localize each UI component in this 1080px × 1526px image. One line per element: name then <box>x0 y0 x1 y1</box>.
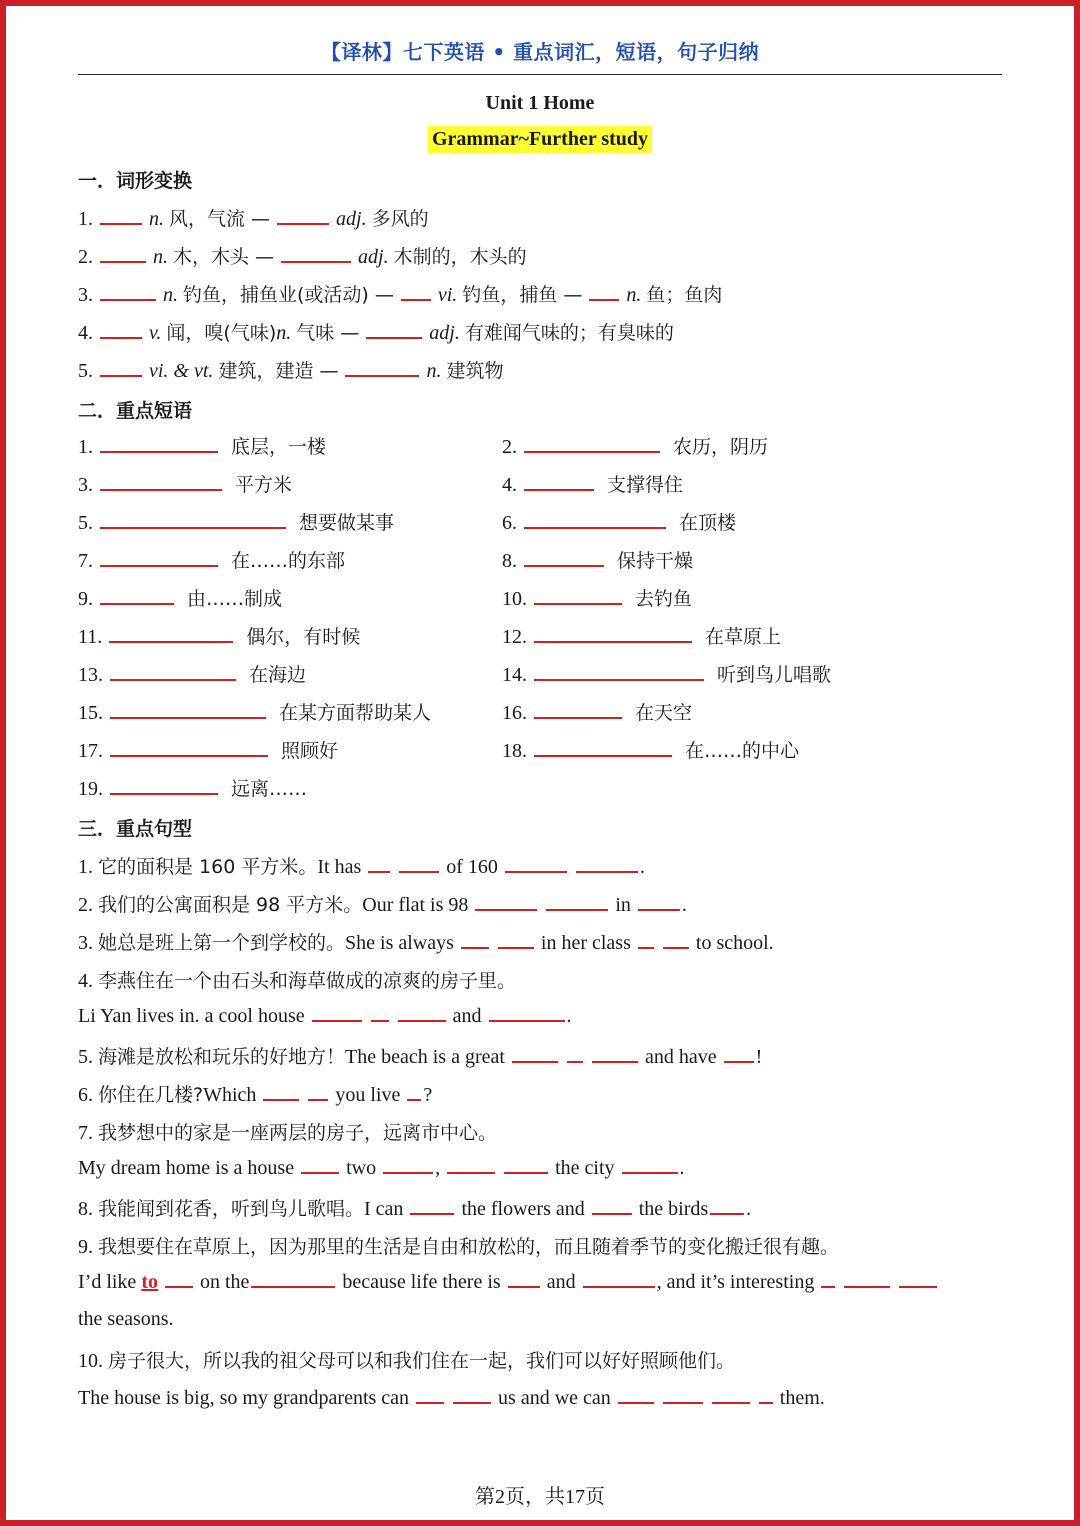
filled-answer: to <box>141 1271 158 1293</box>
answer-blank[interactable] <box>524 435 660 453</box>
answer-blank[interactable] <box>534 663 704 681</box>
word-form-item: 5. vi. & vt. 建筑，建造 — n. 建筑物 <box>78 360 504 382</box>
answer-blank[interactable] <box>345 359 419 377</box>
answer-blank[interactable] <box>710 1197 744 1215</box>
sentence-item: 3. 她总是班上第一个到学校的。She is always in her class to school. <box>78 932 774 954</box>
answer-blank[interactable] <box>759 1386 773 1404</box>
answer-blank[interactable] <box>576 855 638 873</box>
phrase-item: 8. 保持干燥 <box>502 550 694 572</box>
sentence-item: 4. 李燕住在一个由石头和海草做成的凉爽的房子里。 <box>78 970 517 992</box>
answer-blank[interactable] <box>821 1270 835 1288</box>
phrase-item: 2. 农历，阴历 <box>502 436 769 458</box>
phrase-item: 10. 去钓鱼 <box>502 588 693 610</box>
answer-blank[interactable] <box>401 283 431 301</box>
answer-blank[interactable] <box>534 587 622 605</box>
answer-blank[interactable] <box>505 855 567 873</box>
answer-blank[interactable] <box>110 777 218 795</box>
answer-blank[interactable] <box>524 473 594 491</box>
section-heading-key-sentences: 三．重点句型 <box>78 818 193 840</box>
answer-blank[interactable] <box>368 855 390 873</box>
answer-blank[interactable] <box>251 1270 335 1288</box>
answer-blank[interactable] <box>308 1083 328 1101</box>
answer-blank[interactable] <box>504 1156 548 1174</box>
answer-blank[interactable] <box>534 625 692 643</box>
phrase-item: 7. 在……的东部 <box>78 550 346 572</box>
phrase-item: 6. 在顶楼 <box>502 512 737 534</box>
unit-title: Unit 1 Home <box>485 92 595 114</box>
answer-blank[interactable] <box>524 549 604 567</box>
answer-blank[interactable] <box>398 1004 446 1022</box>
section-heading-word-forms: 一．词形变换 <box>78 170 193 192</box>
answer-blank[interactable] <box>301 1156 339 1174</box>
phrase-item: 18. 在……的中心 <box>502 740 800 762</box>
phrase-item: 15. 在某方面帮助某人 <box>78 702 432 724</box>
answer-blank[interactable] <box>100 321 142 339</box>
answer-blank[interactable] <box>534 701 622 719</box>
sentence-item: 10. 房子很大，所以我的祖父母可以和我们住在一起，我们可以好好照顾他们。 <box>78 1350 736 1372</box>
answer-blank[interactable] <box>638 931 654 949</box>
answer-blank[interactable] <box>407 1083 421 1101</box>
phrase-item: 13. 在海边 <box>78 664 307 686</box>
answer-blank[interactable] <box>100 359 142 377</box>
answer-blank[interactable] <box>100 207 142 225</box>
sentence-translation-cont: the seasons. <box>78 1308 174 1330</box>
sentence-translation: My dream home is a house two , the city . <box>78 1157 685 1179</box>
answer-blank[interactable] <box>277 207 329 225</box>
sentence-translation: I’d like to on the because life there is and , and it’s interesting <box>78 1270 939 1294</box>
phrase-item: 19. 远离…… <box>78 778 308 800</box>
answer-blank[interactable] <box>109 625 233 643</box>
answer-blank[interactable] <box>312 1004 362 1022</box>
answer-blank[interactable] <box>410 1197 454 1215</box>
lesson-subtitle: Grammar~Further study <box>428 126 652 153</box>
answer-blank[interactable] <box>618 1386 654 1404</box>
answer-blank[interactable] <box>416 1386 444 1404</box>
phrase-item: 12. 在草原上 <box>502 626 782 648</box>
phrase-item: 5. 想要做某事 <box>78 512 395 534</box>
word-form-item: 4. v. 闻，嗅(气味)n. 气味 — adj. 有难闻气味的；有臭味的 <box>78 322 674 344</box>
word-form-item: 1. n. 风，气流 — adj. 多风的 <box>78 208 429 230</box>
sentence-translation: Li Yan lives in. a cool house and . <box>78 1005 572 1027</box>
answer-blank[interactable] <box>899 1270 937 1288</box>
answer-blank[interactable] <box>100 473 222 491</box>
answer-blank[interactable] <box>100 549 218 567</box>
answer-blank[interactable] <box>461 931 489 949</box>
answer-blank[interactable] <box>589 283 619 301</box>
answer-blank[interactable] <box>592 1197 632 1215</box>
answer-blank[interactable] <box>100 435 218 453</box>
answer-blank[interactable] <box>489 1004 565 1022</box>
word-form-item: 2. n. 木，木头 — adj. 木制的，木头的 <box>78 246 527 268</box>
answer-blank[interactable] <box>844 1270 890 1288</box>
sentence-item: 2. 我们的公寓面积是 98 平方米。Our flat is 98 in . <box>78 894 687 916</box>
answer-blank[interactable] <box>366 321 422 339</box>
answer-blank[interactable] <box>592 1045 638 1063</box>
sentence-item: 1. 它的面积是 160 平方米。It has of 160 . <box>78 856 645 878</box>
answer-blank[interactable] <box>383 1156 433 1174</box>
answer-blank[interactable] <box>567 1045 583 1063</box>
answer-blank[interactable] <box>447 1156 495 1174</box>
phrase-item: 11. 偶尔，有时候 <box>78 626 361 648</box>
sentence-item: 8. 我能闻到花香，听到鸟儿歌唱。I can the flowers and the birds . <box>78 1198 752 1220</box>
answer-blank[interactable] <box>622 1156 678 1174</box>
section-heading-key-phrases: 二．重点短语 <box>78 400 193 422</box>
answer-blank[interactable] <box>453 1386 491 1404</box>
answer-blank[interactable] <box>546 893 608 911</box>
answer-blank[interactable] <box>100 283 156 301</box>
phrase-item: 3. 平方米 <box>78 474 293 496</box>
answer-blank[interactable] <box>110 701 266 719</box>
answer-blank[interactable] <box>263 1083 299 1101</box>
answer-blank[interactable] <box>165 1270 193 1288</box>
phrase-item: 9. 由……制成 <box>78 588 283 610</box>
answer-blank[interactable] <box>110 663 236 681</box>
answer-blank[interactable] <box>724 1045 754 1063</box>
phrase-item: 16. 在天空 <box>502 702 693 724</box>
answer-blank[interactable] <box>110 739 268 757</box>
answer-blank[interactable] <box>100 511 286 529</box>
page-number: 第2页，共17页 <box>475 1486 605 1508</box>
answer-blank[interactable] <box>281 245 351 263</box>
sentence-item: 5. 海滩是放松和玩乐的好地方！The beach is a great and have ! <box>78 1046 763 1068</box>
answer-blank[interactable] <box>371 1004 389 1022</box>
header-divider <box>78 74 1002 75</box>
answer-blank[interactable] <box>524 511 666 529</box>
phrase-item: 17. 照顾好 <box>78 740 339 762</box>
document-header: 【译林】七下英语 • 重点词汇，短语，句子归纳 <box>320 40 760 64</box>
answer-blank[interactable] <box>663 1386 703 1404</box>
sentence-item: 6. 你住在几楼?Which you live ? <box>78 1084 433 1106</box>
answer-blank[interactable] <box>498 931 534 949</box>
answer-blank[interactable] <box>399 855 439 873</box>
sentence-translation: The house is big, so my grandparents can us and we can them. <box>78 1387 825 1409</box>
answer-blank[interactable] <box>475 893 537 911</box>
phrase-item: 4. 支撑得住 <box>502 474 684 496</box>
answer-blank[interactable] <box>100 245 146 263</box>
phrase-item: 14. 听到鸟儿唱歌 <box>502 664 832 686</box>
answer-blank[interactable] <box>663 931 689 949</box>
word-form-item: 3. n. 钓鱼，捕鱼业(或活动) — vi. 钓鱼，捕鱼 — n. 鱼；鱼肉 <box>78 284 723 306</box>
phrase-item: 1. 底层，一楼 <box>78 436 327 458</box>
answer-blank[interactable] <box>512 1045 558 1063</box>
answer-blank[interactable] <box>712 1386 750 1404</box>
answer-blank[interactable] <box>534 739 672 757</box>
answer-blank[interactable] <box>508 1270 540 1288</box>
answer-blank[interactable] <box>583 1270 655 1288</box>
answer-blank[interactable] <box>100 587 174 605</box>
answer-blank[interactable] <box>638 893 680 911</box>
sentence-item: 7. 我梦想中的家是一座两层的房子，远离市中心。 <box>78 1122 498 1144</box>
sentence-item: 9. 我想要住在草原上，因为那里的生活是自由和放松的，而且随着季节的变化搬迁很有趣。 <box>78 1236 840 1258</box>
